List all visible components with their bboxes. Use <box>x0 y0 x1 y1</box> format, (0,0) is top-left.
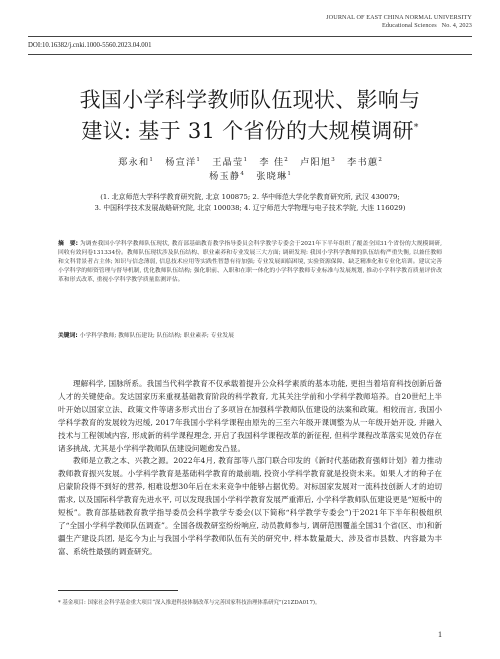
title-line-1: 我国小学科学教师队伍现状、影响与 <box>79 88 421 112</box>
journal-edition <box>326 22 472 30</box>
doi[interactable]: DOI:10.16382/j.cnki.1000-5560.2023.04.001 <box>28 42 152 49</box>
abstract-label: 摘 要: <box>58 241 78 247</box>
keywords-text: 小学科学教师; 教师队伍建设; 队伍结构; 职业素养; 专业发展 <box>79 333 234 339</box>
header-rule <box>28 36 472 37</box>
authors-line-2 <box>30 168 470 183</box>
affiliations <box>30 192 470 214</box>
affiliation-line-1: (1. 北京师范大学科学教育研究院, 北京 100875; 2. 华中师范大学化学教育研究所, 武汉 430079; <box>100 193 400 201</box>
author: 李 佳$^2$ <box>259 157 288 169</box>
edition-label: Educational Sciences <box>381 22 437 29</box>
abstract-text: 为调查我国小学科学教师队伍现状, 教育部基础教育教学指导委员会科学教学专委会于2021年下半年组织了覆盖全国31个省份的大规模调研, 回收有效问卷131334份。教师队伍现状涉及队伍结构、职业素养和专业发展三大方面; 调研发现: 我国小学科学教师的队伍结构严重失衡, 以兼任教师和文科背景者占主体; 知识与信念薄弱, 信息技术应用等实践性智慧有待加强; 专业发展面临困境, 实验资源保障、缺乏精准化和专业化培训。建议完善小学科学的师资管理与督导机制, 优化教师队伍结构; 强化职前、入职和在职一体化的小学科学教师专业标准与发展规划, 推动小学科学教育质量评价改革和形式改革, 重视小学科学教学质量监测评估。 <box>58 241 442 283</box>
body-paragraph-1: 理解科学, 国脉所系。我国当代科学教育不仅承载着提升公众科学素质的基本功能, 更担当着培育科技创新后备人才的关键使命。发达国家历来重视基础教育阶段的科学教育, 尤其关注学前和小学科学教师培养。自20世纪上半叶开始以国家立法、政策文件等诸多形式出台了多项旨在加强科学教师队伍建设的法案和政策。相较而言, 我国小学科学教育的发展较为迟缓, 2017年我国小学科学课程由原先的三至六年级开课调整为从一年级开始开设, 并融入技术与工程领域内容, 形成新的科学课程理念, 开启了我国科学课程改革的新征程, 但科学课程改革落实见效仍存在诸多挑战, 尤其是小学科学教师队伍建设问题愈发凸显。 <box>58 379 442 453</box>
author: 杨宣洋$^1$ <box>165 157 200 169</box>
issue-label: No. 4, 2023 <box>441 22 472 29</box>
title-line-2-text: 建议: 基于 31 个省份的大规模调研 <box>81 119 414 143</box>
title-footnote-mark: * <box>413 123 419 133</box>
author: 张晓琳$^1$ <box>256 171 291 183</box>
journal-name: JOURNAL OF EAST CHINA NORMAL UNIVERSITY <box>326 14 472 21</box>
author: 王晶莹$^1$ <box>212 157 247 169</box>
footnote-rule <box>58 590 178 591</box>
body-paragraph-2: 教师是立教之本、兴教之源。2022年4月, 教育部等八部门联合印发的《新时代基础教育强师计划》着力推动教师教育振兴发展。小学科学教育是基础科学教育的最前端, 投资小学科学教育就是投资未来。如果人才的种子在启蒙阶段得不到好的营养, 相难设想30年后在未来竞争中能够占据优势。对标国家发展对一流科技创新人才的迫切需求, 以及国际科学教育先进水平, 可以发现我国小学科学教育发展严重滞后, 小学科学教师队伍建设更是“短板中的短板”。教育部基础教育教学指导委员会科学教学专委会(以下简称“科学教学专委会”)于2021年下半年积极组织了“全国小学科学教师队伍调查”。全国各级教研室纷纷响应, 动员教师参与, 调研范围覆盖全国31个省(区、市)和新疆生产建设兵团, 是迄今为止与我国小学科学教师队伍有关的研究中, 样本数量最大、涉及省市县数、内容最为丰富、系统性最强的调查研究。 <box>58 456 442 556</box>
title-line-2 <box>30 114 470 145</box>
affiliation-line-2: 3. 中国科学技术发展战略研究院, 北京 100038; 4. 辽宁师范大学物理与电子技术学院, 大连 116029) <box>94 204 406 212</box>
paper-title <box>30 86 470 145</box>
page-number: 1 <box>438 630 442 639</box>
keywords-label: 关键词: <box>58 333 78 339</box>
authors-line-1 <box>30 154 470 169</box>
body-text <box>58 378 442 559</box>
journal-header <box>326 14 472 30</box>
footnote: * 基金项目: 国家社会科学基金重大项目“深入推进科技体制改革与完善国家科技治理体系研究”(21ZDA017)。 <box>58 600 321 606</box>
author: 李书蕙$^2$ <box>347 157 382 169</box>
abstract <box>58 240 442 285</box>
keywords <box>58 330 442 339</box>
author: 杨玉静$^4$ <box>209 171 244 183</box>
author: 郑永和$^1$ <box>118 157 153 169</box>
author: 卢阳旭$^3$ <box>300 157 335 169</box>
doi-rule <box>28 54 472 55</box>
